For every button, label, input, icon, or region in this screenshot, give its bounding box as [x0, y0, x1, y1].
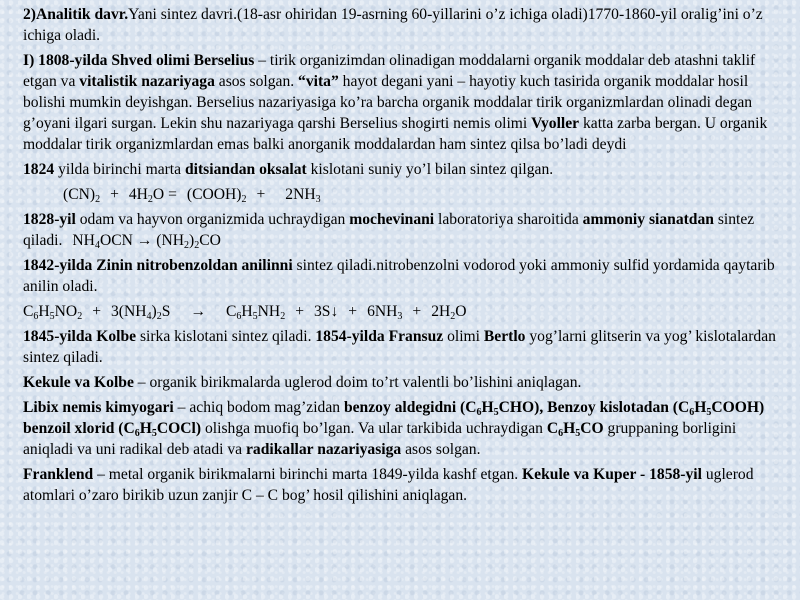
paragraph-kolbe-bertlo: 1845-yilda Kolbe sirka kislotani sintez qiladi. 1854-yilda Fransuz olimi Bertlo yog’larni glitserin va yog’ kislotalardan sintez qiladi.: [23, 328, 776, 366]
paragraph-kekule-kolbe: Kekule va Kolbe – organik birikmalarda uglerod doim to’rt valentli bo’lishini aniqlagan.: [23, 374, 582, 391]
paragraph-1824: 1824 yilda birinchi marta ditsiandan oksalat kislotani suniy yo’l bilan sintez qilgan.: [23, 161, 554, 178]
paragraph-1842-zinin: 1842-yilda Zinin nitrobenzoldan anilinni sintez qiladi.nitrobenzolni vodorod yoki ammoniy sulfid yordamida qaytarib anilin oladi.: [23, 257, 775, 295]
paragraph-1828-urea: 1828-yil odam va hayvon organizmida uchraydigan mochevinani laboratoriya sharoitida ammoniy sianatdan sintez qiladi. $NH_4OCN \to (NH_2)_2CO$: [23, 211, 755, 251]
paragraph-berselius: I) 1808-yilda Shved olimi Berselius – tirik organizimdan olinadigan moddalarni organik moddalar deb atashni taklif etgan va vitalistik nazariyaga asos solgan. “vita” hayot degani yani – hayotiy kuch tasirida organik moddalar hosil bolishi mumkin deyishgan. Berselius nazariyasiga ko’ra barcha organik moddalar tirik organizmlardan olinadi degan g’oyani ilgari surgan. Lekin shu nazariyaga qarshi Berselius shogirti nemis olimi Vyoller katta zarba bergan. U organik moddalar tirik organizmlardan emas balki anorganik moddalardan ham sintez qilsa bo’ladi deydi: [23, 52, 768, 153]
paragraph-analytic-period: 2)Analitik davr.Yani sintez davri.(18-asr ohiridan 19-asrning 60-yillarini o’z ichiga oladi)1770-1860-yil oralig’ini o’z ichiga oladi.: [23, 6, 763, 44]
equation-aniline: $C_6H_5NO_2 + 3(NH_4)_2S \to C_6H_5NH_2$ + 3S↓ + $6NH_3 + 2H_2O$: [23, 303, 467, 322]
equation-oxalic-acid: $(CN)_2 + 4H_2O$ = $(COOH)_2 + 2NH_3$: [63, 186, 321, 205]
paragraph-libix: Libix nemis kimyogari – achiq bodom mag’zidan benzoy aldegidni $(C_6H_5CHO)$, Benzoy kislotadan $(C_6H_5COOH)$ benzoil xlorid $(C_6H_5COCl)$ olishga muofiq bo’lgan. Va ular tarkibida uchraydigan $C_6H_5CO$ gruppaning borligini aniqladi va uni radikal deb atadi va radikallar nazariyasiga asos solgan.: [23, 399, 765, 458]
paragraph-franklend: Franklend – metal organik birikmalarni birinchi marta 1849-yilda kashf etgan. Kekule va Kuper - 1858-yil uglerod atomlari o’zaro birikib uzun zanjir C – C bog’ hosil qilishini aniqlagan.: [23, 466, 754, 504]
